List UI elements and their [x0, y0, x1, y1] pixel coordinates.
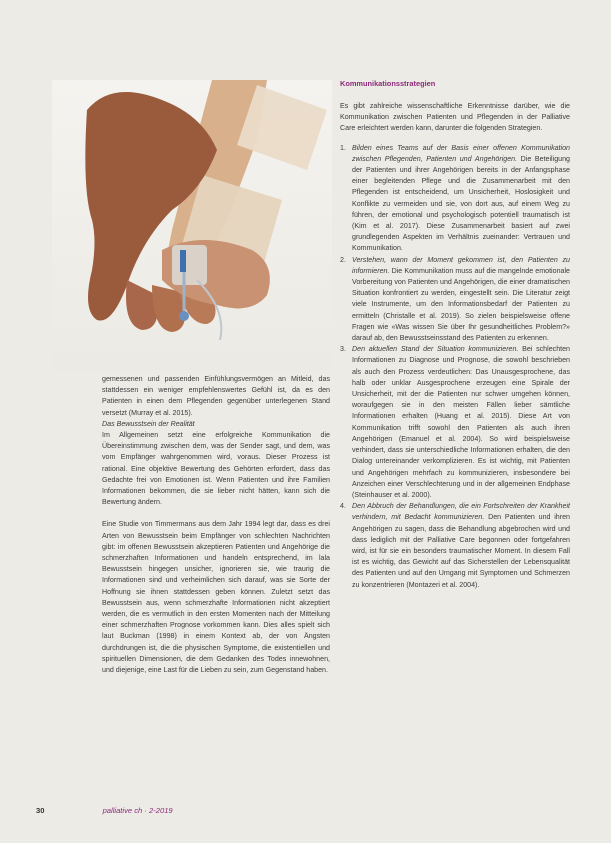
- list-item-lead: Den Abbruch der Behandlungen, die ein Fortschreiten der Krankheit verhindern, mit Bedacht kommunizieren.: [352, 502, 570, 522]
- list-item: [340, 143, 570, 255]
- list-item: [340, 344, 570, 501]
- magazine-name: palliative ch · 2-2019: [102, 806, 173, 815]
- paragraph-study: Eine Studie von Timmermans aus dem Jahr 1994 legt dar, dass es drei Arten von Bewusstsein beim Empfänger von schlechten Nachrichten gibt: im offenen Bewusstsein akzeptieren Patienten und Angehörige die schmerzhaften Informationen und handeln entsprechend, im lala Bewusstsein hingegen unsicher, ignorieren sie, wie traurig die Informationen sind und verheimlichen sich darauf, was sie Sorte der Hoffnung sie ihnen stattdessen geben können. Zuletzt setzt das Bewusstsein aus, wenn schmerzhafte Informationen nicht akzeptiert werden, die es vermutlich in den ersten Momenten nach der Mitteilung einer schmerzhaften Prognose vorkommen kann. Dies alles spielt sich laut Buckman (1998) in einem Kontext ab, der von Ängsten durchdrungen ist, die die physischen Symptome, die existentiellen und spirituellen Dimensionen, die dem Gedanken des Todes innewohnen, und diejenige, eine Last für die Lieben zu sein, zum Gegenstand haben.: [102, 520, 330, 675]
- list-item: [340, 255, 570, 345]
- paragraph-empathy: gemessenen und passenden Einfühlungsvermögen an Mitleid, das stattdessen ein weniger empfehlenswertes Gefühl ist, da es den Patienten in einen dem Pflegenden gegenüber unterlegenen Stand versetzt (Murray et al. 2015).: [102, 375, 330, 417]
- right-column: [340, 78, 570, 591]
- list-item-lead: Den aktuellen Stand der Situation kommunizieren.: [352, 345, 519, 354]
- list-item-text: Bei schlechten Informationen zu Diagnose und Prognose, die sowohl beschrieben als auch den Prozess verdeutlichen: Das Unausgesprochene, das halb oder unklar Ausgesprochene erzeugen eine Spirale der Unsicherheit, mit der die Patienten nur schwer umgehen können, woraufgegen sie in den meisten Fällen lieber sämtliche Informationen erhalten (Huang et al. 2015). Diese Art von Kommunikation trifft sowohl den Patienten als auch ihren Angehörigen (Emanuel et al. 2004). So wird beispielsweise verhindert, dass sie unterschiedliche Informationen erhalten, die den Dialog untereinander verkomplizieren. Es ist wichtig, mit Patienten und Angehörigen mehrfach zu kommunizieren, insbesondere bei Anzeichen einer Verschlechterung und in der allgemeinen Endphase (Steinhauser et al. 2000).: [352, 345, 571, 499]
- list-item-lead: Bilden eines Teams auf der Basis einer offenen Kommunikation zwischen Pflegenden, Patienten und Angehörigen.: [352, 143, 570, 163]
- list-number: 2.: [340, 255, 346, 264]
- list-item-lead: Verstehen, wann der Moment gekommen ist, den Patienten zu informieren.: [352, 255, 570, 275]
- list-item-text: Den Patienten und ihren Angehörigen zu sagen, dass die Behandlung abgebrochen wird und dass lediglich mit der Palliative Care begonnen oder fortgefahren wird, ist für sie ein besonders traumatischer Moment. In diesem Fall ist es wichtig, das Gewicht auf das Sicherstellen der Lebensqualität des Patienten und auf den Umgang mit Symptomen und Schmerzen zu konzentrieren (Montazeri et al. 2004).: [352, 513, 570, 589]
- list-item-text: Die Kommunikation muss auf die mangelnde emotionale Vorbereitung von Patienten und Angehörigen, die einer dramatischen Situation konfrontiert zu werden, eingestellt sein. Die Literatur zeigt viele Instrumente, um den Informationsbedarf der Patienten zu ermitteln (Christalle et al. 2019). So zielen beispielsweise offene Fragen wie «Was wissen Sie über Ihr gesundheitliches Problem?» darauf ab, den Bewusstseinsstand des Patienten zu erkennen.: [352, 266, 570, 343]
- list-number: 3.: [340, 345, 346, 354]
- intro-paragraph: Es gibt zahlreiche wissenschaftliche Erkenntnisse darüber, wie die Kommunikation zwischen Patienten und Pflegenden in der Palliative Care erleichtert werden kann, darunter die folgenden Strategien.: [340, 102, 570, 133]
- strategy-list: [340, 143, 570, 591]
- page-footer: [36, 806, 173, 815]
- subheading-reality: Das Bewusstsein der Realität: [102, 419, 195, 428]
- left-column: [102, 374, 330, 676]
- list-item: [340, 501, 570, 591]
- section-heading: Kommunikationsstrategien: [340, 79, 436, 88]
- paragraph-communication: Im Allgemeinen setzt eine erfolgreiche Kommunikation die Übereinstimmung zwischen dem, was der Sender sagt, und dem, was vom Empfänger wahrgenommen wird, voraus. Dieser Prozess ist rational. Eine objektive Bewertung des Gehörten erfordert, dass das Gedachte frei von Emotionen ist. Wenn Patienten und ihre Familien Informationen bekommen, die sie lieber nicht hätten, kann sich die Bewertung ändern.: [102, 431, 330, 507]
- hands-iv-photo: [52, 80, 332, 370]
- list-item-text: Die Beteiligung der Patienten und ihrer Angehörigen bereits in der Anfangsphase einer begleitenden Pflege und die Zusammenarbeit mit den Pflegenden ist entscheidend, um Unsicherheit, Hoslosigkeit und Konflikte zu vermeiden und sie, von dort aus, auf einem Weg zu führen, der emotional und psychologisch potentiell traumatisch ist (Kim et al. 2017). Diese Zusammenarbeit basiert auf zwei grundlegenden Aspekten im Verhältnis zueinander: Vertrauen und Kommunikation.: [352, 154, 570, 253]
- list-number: 1.: [340, 143, 346, 152]
- hands-illustration: [52, 80, 332, 370]
- list-number: 4.: [340, 502, 346, 511]
- page-number: 30: [36, 806, 45, 815]
